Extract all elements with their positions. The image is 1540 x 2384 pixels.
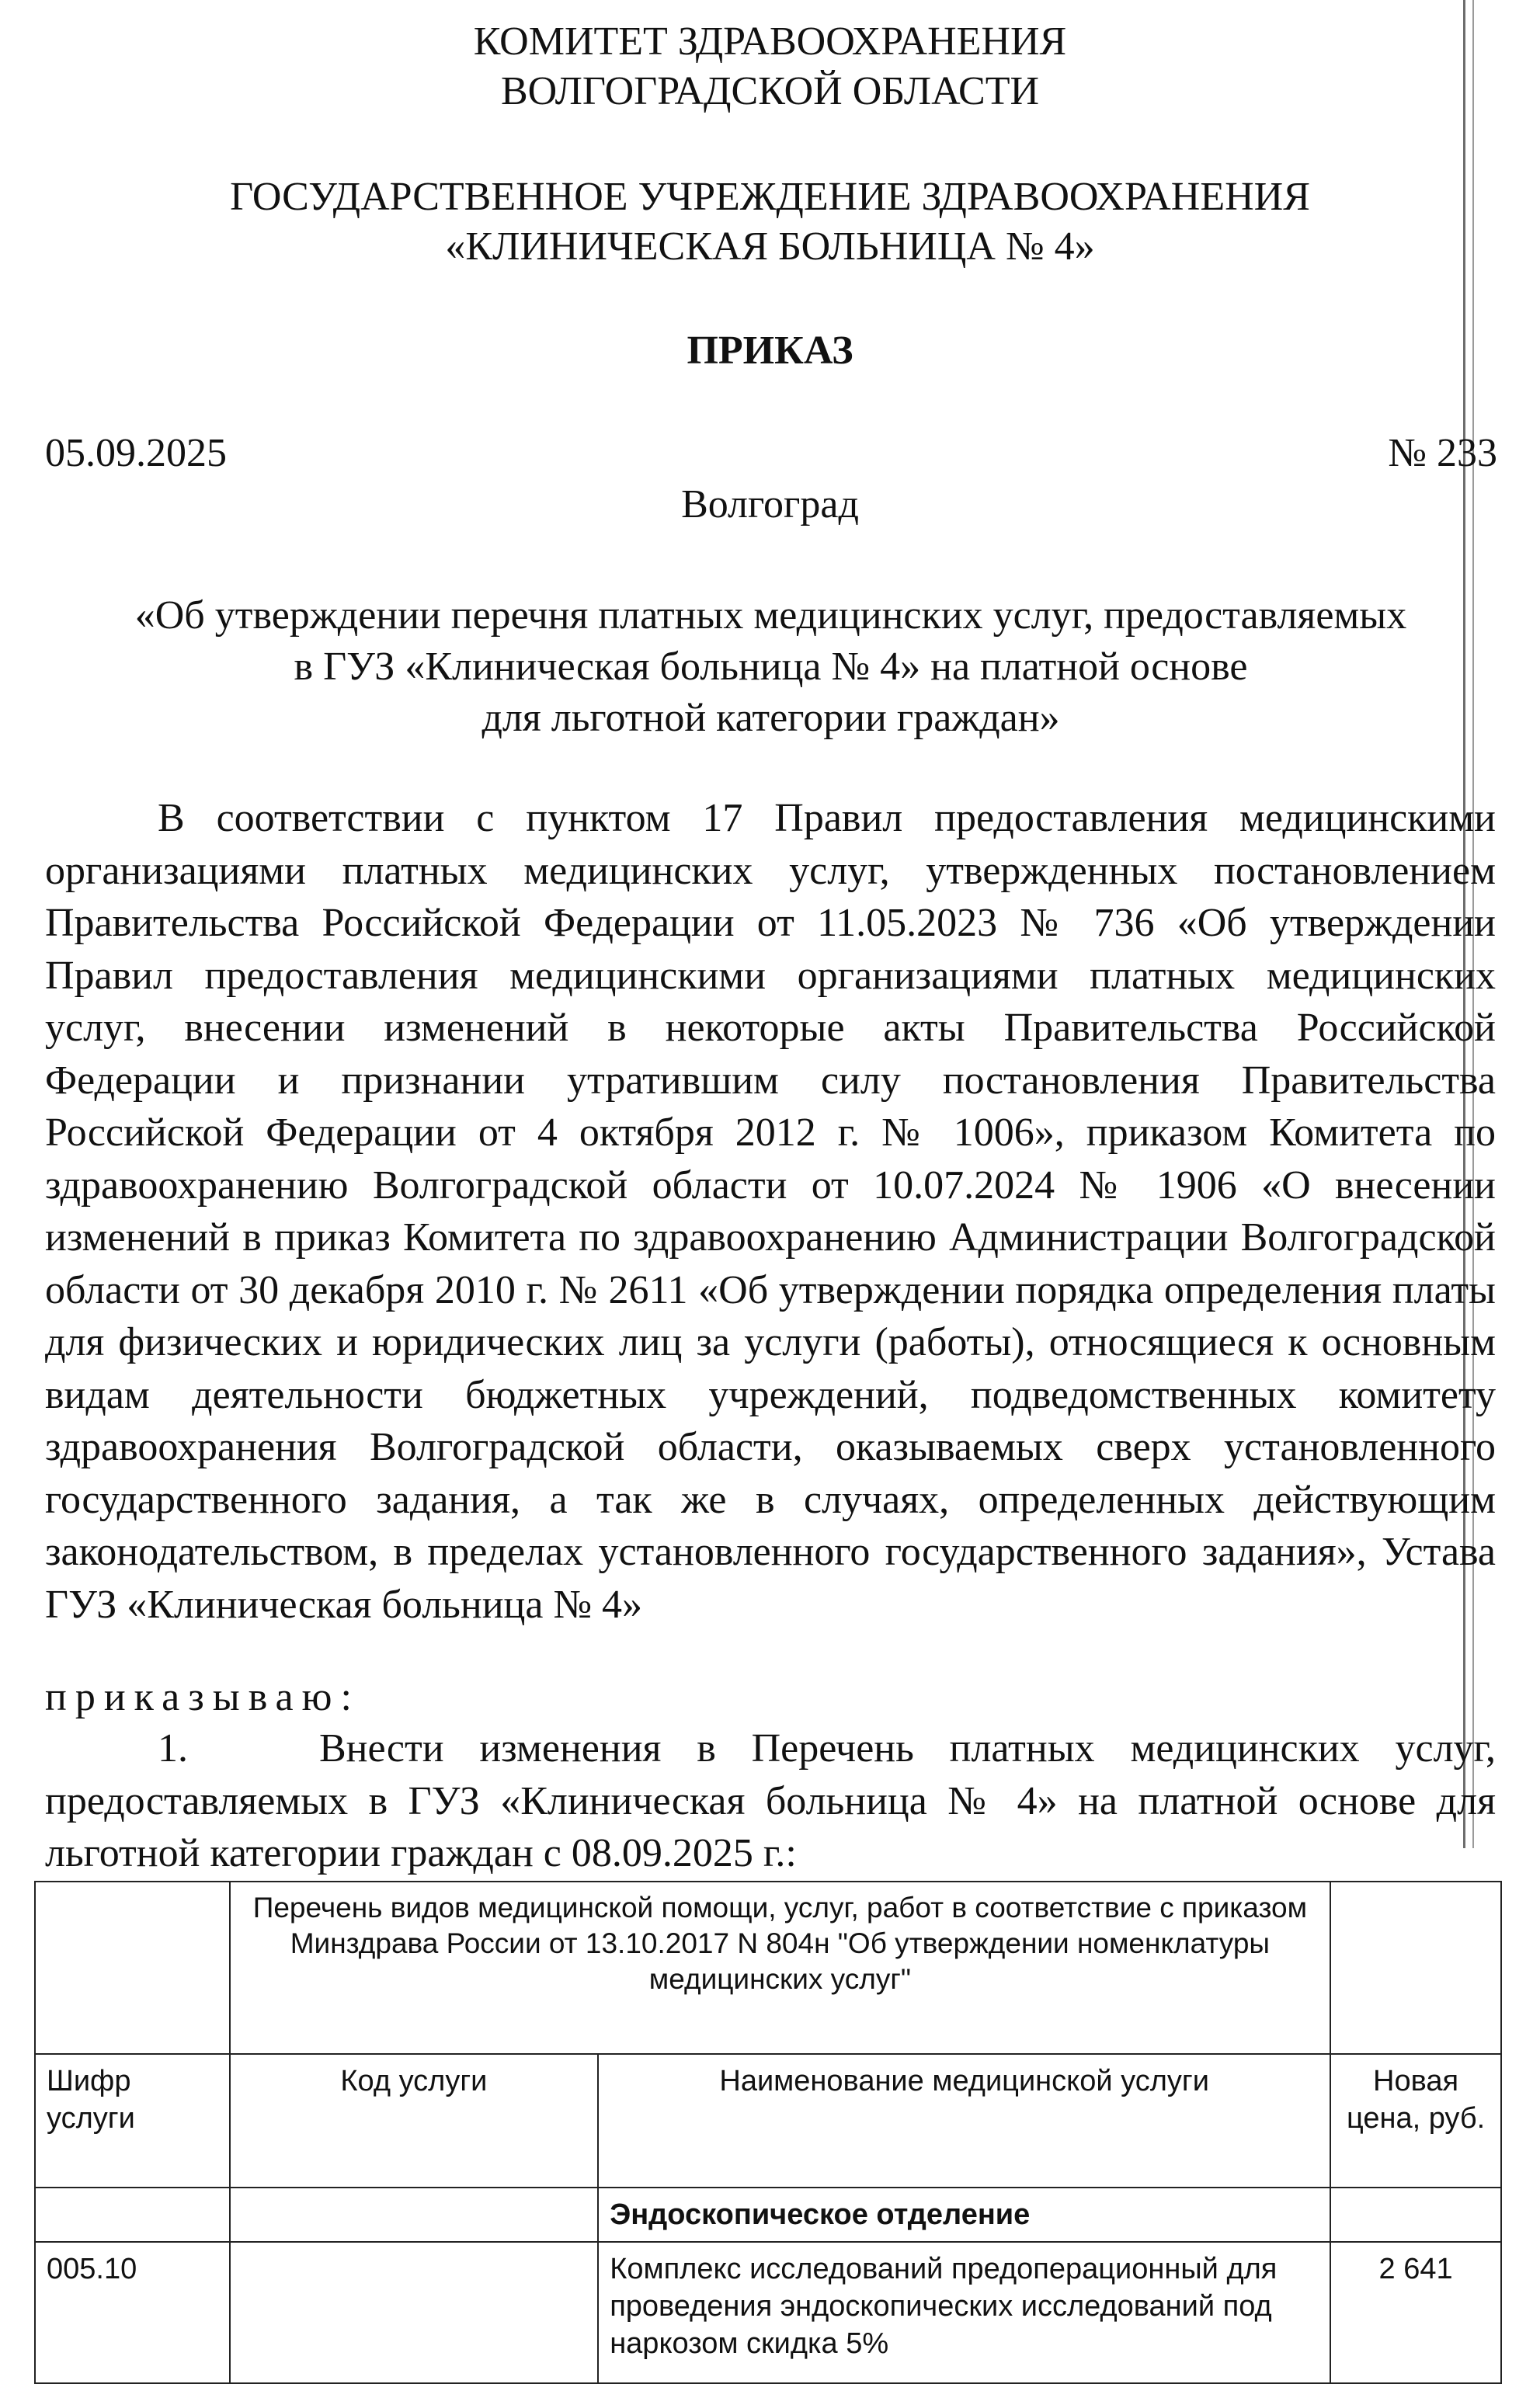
table-cell-empty (230, 2188, 599, 2242)
table-header-row (35, 2054, 1501, 2188)
table-group-header-row (35, 1882, 1501, 2054)
price-table (34, 1881, 1502, 2384)
institution-line-1: ГОСУДАРСТВЕННОЕ УЧРЕЖДЕНИЕ ЗДРАВООХРАНЕНИЯ (230, 175, 1310, 219)
cell-price: 2 641 (1330, 2242, 1501, 2383)
subject-line-1: «Об утверждении перечня платных медицинских услуг, предоставляемых (134, 593, 1407, 638)
order-item-1 (45, 1722, 1496, 1880)
table-cell-empty (35, 1882, 230, 2054)
section-title: Эндоскопическое отделение (598, 2188, 1330, 2242)
order-city: Волгоград (681, 482, 859, 526)
cell-service-name: Комплекс исследований предоперационный для проведения эндоскопических исследований под наркозом скидка 5% (598, 2242, 1330, 2383)
column-header-price: Новая цена, руб. (1330, 2054, 1501, 2188)
doc-type-title: ПРИКАЗ (687, 328, 853, 373)
committee-line-1: КОМИТЕТ ЗДРАВООХРАНЕНИЯ (473, 19, 1067, 64)
column-header-code: Шифр услуги (35, 2054, 230, 2188)
table-cell-empty (1330, 2188, 1501, 2242)
cell-service-code (230, 2242, 599, 2383)
order-date: 05.09.2025 (45, 431, 227, 475)
column-header-service-name: Наименование медицинской услуги (598, 2054, 1330, 2188)
committee-name (0, 17, 1540, 116)
cell-code: 005.10 (35, 2242, 230, 2383)
order-number: № 233 (1388, 431, 1497, 475)
table-cell-empty (35, 2188, 230, 2242)
table-row (35, 2242, 1501, 2383)
column-header-service-code: Код услуги (230, 2054, 599, 2188)
table-group-header: Перечень видов медицинской помощи, услуг, работ в соответствие с приказом Минздрава России от 13.10.2017 N 804н "Об утверждении номенклатуры медицинских услуг" (230, 1882, 1331, 2054)
preamble-paragraph: В соответствии с пунктом 17 Правил предоставления медицинскими организациями платных медицинских услуг, утвержденных постановлением Правительства Российской Федерации от 11.05.2023 № 736 «Об утверждении Правил предоставления медицинскими организациями платных медицинских услуг, внесении изменений в некоторые акты Правительства Российской Федерации и признании утратившим силу постановления Правительства Российской Федерации от 4 октября 2012 г. № 1006», приказом Комитета по здравоохранению Волгоградской области от 10.07.2024 № 1906 «О внесении изменений в приказ Комитета по здравоохранению Администрации Волгоградской области от 30 декабря 2010 г. № 2611 «Об утверждении порядка определения платы для физических и юридических лиц за услуги (работы), относящиеся к основным видам деятельности бюджетных учреждений, подведомственных комитету здравоохранения Волгоградской области, оказываемых сверх установленного государственного задания, а так же в случаях, определенных действующим законодательством, в пределах установленного государственного задания», Устава ГУЗ «Клиническая больница № 4» (45, 796, 1496, 1627)
subject-line-2: в ГУЗ «Клиническая больница № 4» на платной основе (294, 645, 1248, 689)
institution-line-2: «КЛИНИЧЕСКАЯ БОЛЬНИЦА № 4» (445, 224, 1095, 269)
item-text: Внести изменения в Перечень платных медицинских услуг, предоставляемых в ГУЗ «Клиническая больница № 4» на платной основе для льготной категории граждан с 08.09.2025 г.: (45, 1726, 1496, 1875)
item-number: 1. (158, 1726, 188, 1771)
decree-word: приказываю: (45, 1675, 360, 1719)
table-section-row (35, 2188, 1501, 2242)
committee-line-2: ВОЛГОГРАДСКОЙ ОБЛАСТИ (500, 69, 1040, 113)
subject-line-3: для льготной категории граждан» (481, 696, 1060, 740)
table-cell-empty (1330, 1882, 1501, 2054)
institution-name (0, 172, 1540, 272)
order-subject (47, 590, 1495, 744)
